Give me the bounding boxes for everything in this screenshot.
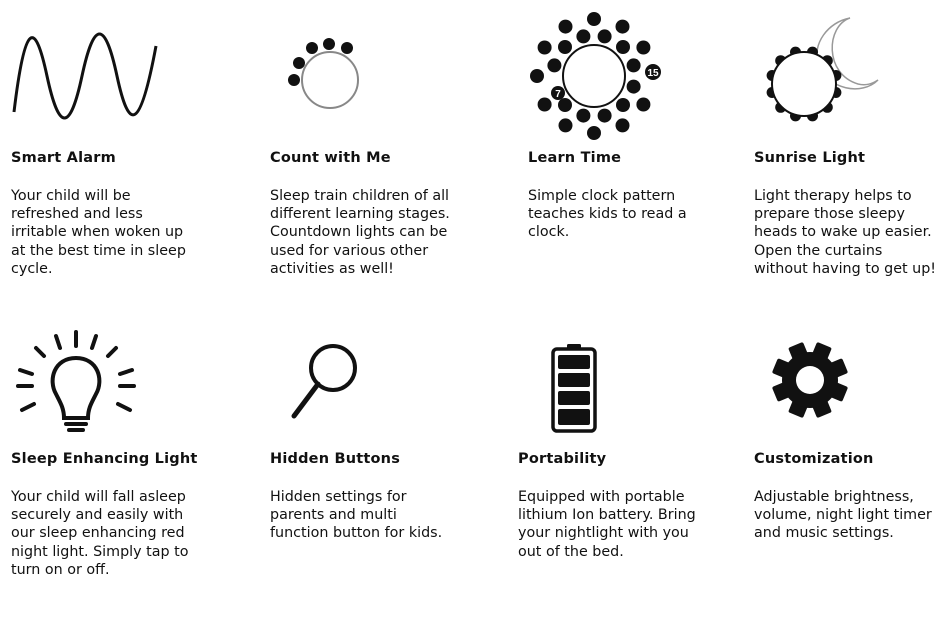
battery-icon [550, 342, 598, 434]
feature-title: Learn Time [528, 150, 622, 166]
feature-description: Hidden settings for parents and multi function button for kids. [270, 489, 443, 542]
feature-title: Smart Alarm [11, 150, 116, 166]
feature-title: Customization [754, 451, 874, 467]
feature-smart-alarm [0, 0, 250, 300]
clock-dots-icon [524, 4, 674, 144]
sine-wave-icon [10, 40, 160, 120]
feature-title: Sleep Enhancing Light [11, 451, 198, 467]
feature-title: Sunrise Light [754, 150, 866, 166]
feature-title: Count with Me [270, 150, 391, 166]
feature-description: Adjustable brightness, volume, night light timer and music settings. [754, 489, 932, 542]
clock-label-15: 15 [647, 68, 659, 79]
feature-learn-time [510, 0, 746, 300]
feature-title: Hidden Buttons [270, 451, 401, 467]
light-bulb-icon [14, 328, 138, 438]
feature-customization [746, 300, 936, 600]
feature-portability [510, 300, 746, 600]
feature-description: Equipped with portable lithium Ion battery. Bring your nightlight with you out of the bed. [518, 489, 696, 560]
magnifier-icon [288, 342, 368, 422]
countdown-dots-icon [280, 30, 370, 120]
gear-icon [770, 340, 850, 420]
feature-description: Sleep train children of all different learning stages. Countdown lights can be used for various other activities as well! [270, 188, 450, 277]
feature-count-with-me [250, 0, 510, 300]
feature-title: Portability [518, 451, 607, 467]
feature-description: Light therapy helps to prepare those sleepy heads to wake up easier. Open the curtains without having to get up! [754, 188, 936, 277]
feature-sleep-enhancing-light [0, 300, 250, 600]
feature-description: Your child will be refreshed and less irritable when woken up at the best time in sleep cycle. [11, 188, 186, 277]
feature-hidden-buttons [250, 300, 510, 600]
clock-label-7: 7 [555, 89, 561, 100]
sun-moon-icon [766, 14, 886, 124]
feature-sunrise-light [746, 0, 936, 300]
feature-description: Simple clock pattern teaches kids to read a clock. [528, 188, 687, 241]
feature-description: Your child will fall asleep securely and easily with our sleep enhancing red night light. Simply tap to turn on or off. [11, 489, 189, 578]
